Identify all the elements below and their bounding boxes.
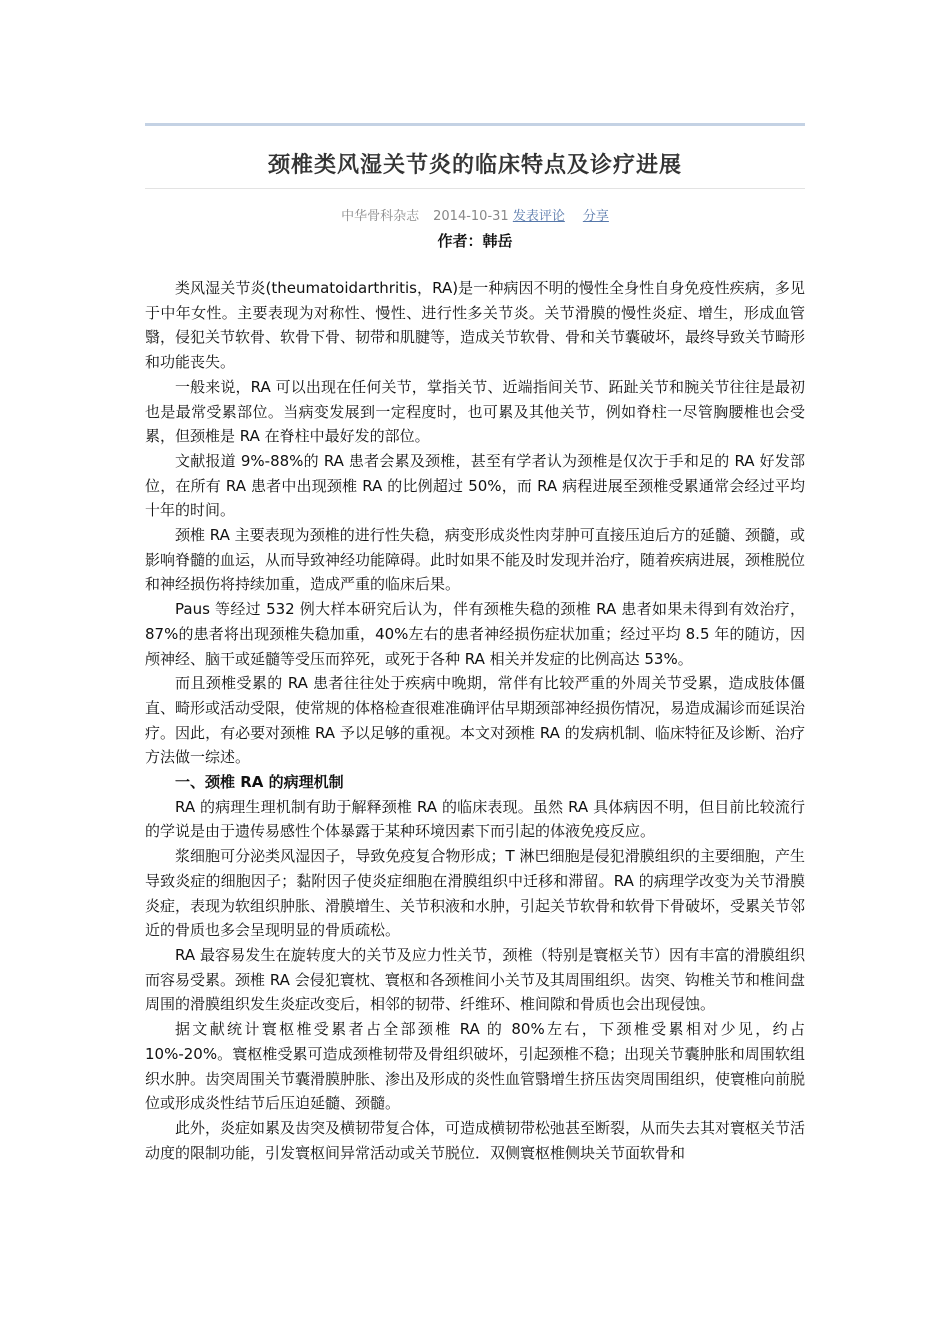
paragraph: 浆细胞可分泌类风湿因子，导致免疫复合物形成；T 淋巴细胞是侵犯滑膜组织的主要细胞，产生导致炎症的细胞因子；黏附因子使炎症细胞在滑膜组织中迁移和滞留。RA 的病理学改变为关节滑膜炎症，表现为软组织肿胀、滑膜增生、关节积液和水肿，引起关节软骨和软骨下骨破坏，受累关节邻近的骨质也多会呈现明显的骨质疏松。 <box>145 847 806 940</box>
paragraph: 据文献统计寰枢椎受累者占全部颈椎 RA 的 80%左右，下颈椎受累相对少见，约占 10%-20%。寰枢椎受累可造成颈椎韧带及骨组织破坏，引起颈椎不稳；出现关节囊肿胀和周围软组织水肿。齿突周围关节囊滑膜肿胀、渗出及形成的炎性血管翳增生挤压齿突周围组织，使寰椎向前脱位或形成炎性结节后压迫延髓、颈髓。 <box>145 1020 806 1113</box>
paragraph: 类风湿关节炎(theumatoidarthritis，RA)是一种病因不明的慢性全身性自身免疫性疾病，多见于中年女性。主要表现为对称性、慢性、进行性多关节炎。关节滑膜的慢性炎症、增生，形成血管翳，侵犯关节软骨、软骨下骨、韧带和肌腱等，造成关节软骨、骨和关节囊破坏，最终导致关节畸形和功能丧失。 <box>145 279 806 372</box>
share-link[interactable]: 分享 <box>582 209 609 224</box>
paragraph: Paus 等经过 532 例大样本研究后认为，伴有颈椎失稳的颈椎 RA 患者如果未得到有效治疗，87%的患者将出现颈椎失稳加重，40%左右的患者神经损伤症状加重；经过平均 8.5 年的随访，因颅神经、脑干或延髓等受压而猝死，或死于各种 RA 相关并发症的比例高达 53%。 <box>145 600 805 668</box>
article-meta <box>145 205 805 224</box>
paragraph: 文献报道 9%-88%的 RA 患者会累及颈椎，甚至有学者认为颈椎是仅次于手和足的 RA 好发部位，在所有 RA 患者中出现颈椎 RA 的比例超过 50%，而 RA 病程进展至颈椎受累通常会经过平均十年的时间。 <box>145 451 805 520</box>
paragraph: 一般来说，RA 可以出现在任何关节，掌指关节、近端指间关节、跖趾关节和腕关节往往是最初也是最常受累部位。当病变发展到一定程度时，也可累及其他关节，例如脊柱一尽管胸腰椎也会受累，但颈椎是 RA 在脊柱中最好发的部位。 <box>145 377 805 446</box>
article-body <box>145 276 805 1165</box>
title-divider <box>145 188 805 189</box>
paragraph: 此外，炎症如累及齿突及横韧带复合体，可造成横韧带松弛甚至断裂，从而失去其对寰枢关节活动度的限制功能，引发寰枢间异常活动或关节脱位．双侧寰枢椎侧块关节面软骨和 <box>145 1118 806 1162</box>
article-author: 作者：韩岳 <box>437 232 513 250</box>
publish-date: 2014-10-31 <box>433 209 509 224</box>
article-title: 颈椎类风湿关节炎的临床特点及诊疗进展 <box>267 153 682 178</box>
paragraph: RA 最容易发生在旋转度大的关节及应力性关节，颈椎（特别是寰枢关节）因有丰富的滑膜组织而容易受累。颈椎 RA 会侵犯寰枕、寰枢和各颈椎间小关节及其周围组织。齿突、钩椎关节和椎间盘周围的滑膜组织发生炎症改变后，相邻的韧带、纤维环、椎间隙和骨质也会出现侵蚀。 <box>145 945 805 1014</box>
source-name: 中华骨科杂志 <box>341 209 420 224</box>
paragraph: 颈椎 RA 主要表现为颈椎的进行性失稳，病变形成炎性肉芽肿可直接压迫后方的延髓、颈髓，或影响脊髓的血运，从而导致神经功能障碍。此时如果不能及时发现并治疗，随着疾病进展，颈椎脱位和神经损伤将持续加重，造成严重的临床后果。 <box>145 526 806 594</box>
section-heading: 一、颈椎 RA 的病理机制 <box>175 773 344 792</box>
paragraph: 而且颈椎受累的 RA 患者往往处于疾病中晚期，常伴有比较严重的外周关节受累，造成肢体僵直、畸形或活动受限，使常规的体格检查很难准确评估早期颈部神经损伤情况，易造成漏诊而延误治疗。因此，有必要对颈椎 RA 予以足够的重视。本文对颈椎 RA 的发病机制、临床特征及诊断、治疗方法做一综述。 <box>145 674 806 767</box>
top-divider <box>145 123 805 126</box>
comment-link[interactable]: 发表评论 <box>512 209 565 224</box>
paragraph: RA 的病理生理机制有助于解释颈椎 RA 的临床表现。虽然 RA 具体病因不明，但目前比较流行的学说是由于遗传易感性个体暴露于某种环境因素下而引起的体液免疫反应。 <box>145 797 805 841</box>
